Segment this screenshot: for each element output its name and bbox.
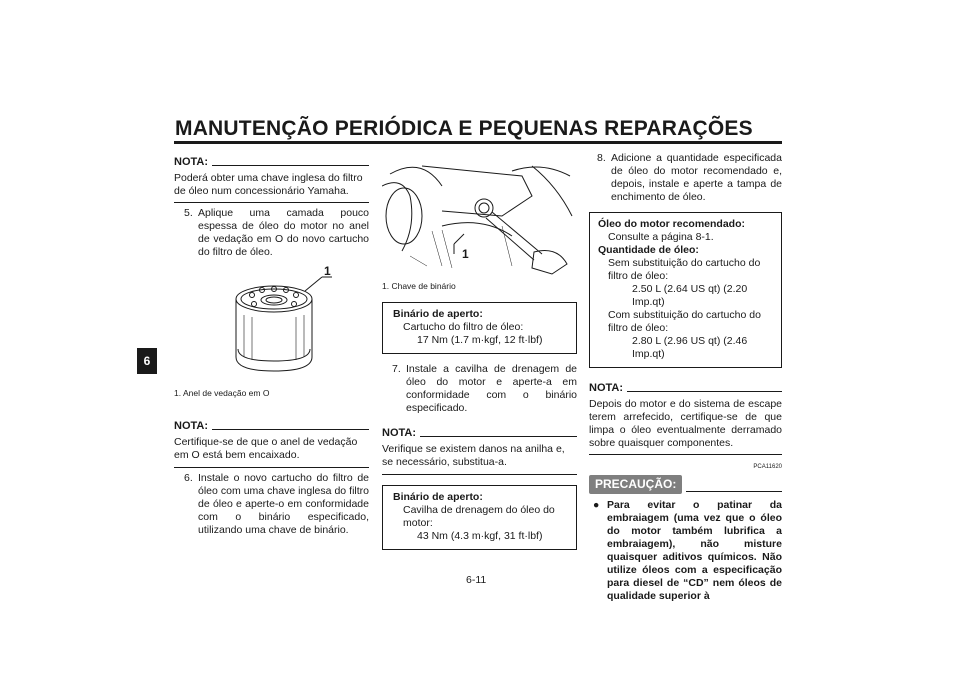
box-item: Cavilha de drenagem do óleo do motor: <box>403 504 555 529</box>
divider <box>589 454 782 455</box>
step-number: 8. <box>597 152 606 164</box>
nota-text: Poderá obter uma chave inglesa do filtro de óleo num concessionário Yamaha. <box>174 172 363 197</box>
box-value: 2.50 L (2.64 US qt) (2.20 Imp.qt) <box>632 283 748 308</box>
box-value: Consulte a página 8-1. <box>608 231 714 243</box>
divider <box>174 467 369 468</box>
nota-text: Certifique-se de que o anel de vedação em O está bem encaixado. <box>174 436 358 461</box>
nota-text: Verifique se existem danos na anilha e, se necessário, substitua-a. <box>382 443 565 468</box>
nota-heading <box>174 420 369 433</box>
box-item: Com substituição do cartucho do filtro de óleo: <box>608 309 761 334</box>
nota-label: NOTA: <box>382 427 417 439</box>
box-value: 2.80 L (2.96 US qt) (2.46 Imp.qt) <box>632 335 748 360</box>
box-item: Sem substituição do cartucho do filtro de óleo: <box>608 257 761 282</box>
torque-spec-box <box>382 302 577 354</box>
caution-bullet <box>589 499 782 603</box>
box-value: 17 Nm (1.7 m·kgf, 12 ft·lbf) <box>417 334 543 346</box>
oil-filter-illustration <box>174 265 369 383</box>
box-title: Óleo do motor recomendado: <box>598 218 746 230</box>
nota-heading <box>382 427 577 440</box>
step-text: Instale o novo cartucho do filtro de óleo com uma chave inglesa do filtro de óleo e aperte-o em conformidade com o binário especificado, utilizando uma chave de binário. <box>198 472 369 536</box>
caution-text: Para evitar o patinar da embraiagem (uma vez que o óleo do motor também lubrifica a embraiagem), não misture quaisquer aditivos químicos. Não utilize óleos com a especificação para diesel de “CD” nem óleos de qualidade superior à <box>607 499 782 602</box>
step-number: 5. <box>184 207 193 219</box>
figure-callout: 1 <box>462 247 469 261</box>
step-text: Instale a cavilha de drenagem de óleo do motor e aperte-a em conformidade com o binário especificado. <box>406 363 577 414</box>
step-number: 7. <box>392 363 401 375</box>
nota-heading <box>589 382 782 395</box>
nota-text: Depois do motor e do sistema de escape terem arrefecido, certifique-se de que limpa o óleo eventualmente derramado sobre quaisquer componentes. <box>589 398 782 449</box>
bullet-icon: ● <box>593 499 600 511</box>
figure-callout: 1 <box>324 264 331 278</box>
torque-wrench-figure <box>382 156 577 276</box>
box-title: Quantidade de óleo: <box>598 244 699 256</box>
step-7 <box>382 363 577 415</box>
oil-filter-figure <box>174 265 369 383</box>
box-value: 43 Nm (4.3 m·kgf, 31 ft·lbf) <box>417 530 543 542</box>
box-title: Binário de aperto: <box>393 491 483 503</box>
column-3 <box>589 152 782 603</box>
nota-heading <box>174 156 369 169</box>
step-text: Aplique uma camada pouco espessa de óleo do motor no anel de vedação em O do novo cartucho do filtro de óleo. <box>198 207 369 258</box>
divider <box>382 474 577 475</box>
column-1 <box>174 156 369 537</box>
step-8 <box>589 152 782 204</box>
page-title: MANUTENÇÃO PERIÓDICA E PEQUENAS REPARAÇÕES <box>175 117 753 140</box>
box-title: Binário de aperto: <box>393 308 483 320</box>
nota-label: NOTA: <box>174 420 209 432</box>
caution-badge: PRECAUÇÃO: <box>589 475 682 494</box>
torque-wrench-illustration <box>382 156 577 276</box>
figure-caption: 1. Chave de binário <box>382 281 456 291</box>
step-text: Adicione a quantidade especificada de óleo do motor recomendado e, depois, instale e aperte a tampa de enchimento de óleo. <box>611 152 782 203</box>
nota-label: NOTA: <box>589 382 624 394</box>
step-number: 6. <box>184 472 193 484</box>
nota-label: NOTA: <box>174 156 209 168</box>
divider <box>174 202 369 203</box>
step-5 <box>174 207 369 259</box>
caution-heading <box>589 475 782 494</box>
step-6 <box>174 472 369 537</box>
column-2 <box>382 156 577 550</box>
page-number: 6-11 <box>466 574 487 586</box>
title-rule <box>174 141 782 144</box>
box-item: Cartucho do filtro de óleo: <box>403 321 524 333</box>
caution-code: PCA11620 <box>753 464 782 470</box>
figure-caption: 1. Anel de vedação em O <box>174 388 270 398</box>
chapter-tab: 6 <box>137 348 157 374</box>
oil-spec-box <box>589 212 782 368</box>
torque-spec-box <box>382 485 577 550</box>
